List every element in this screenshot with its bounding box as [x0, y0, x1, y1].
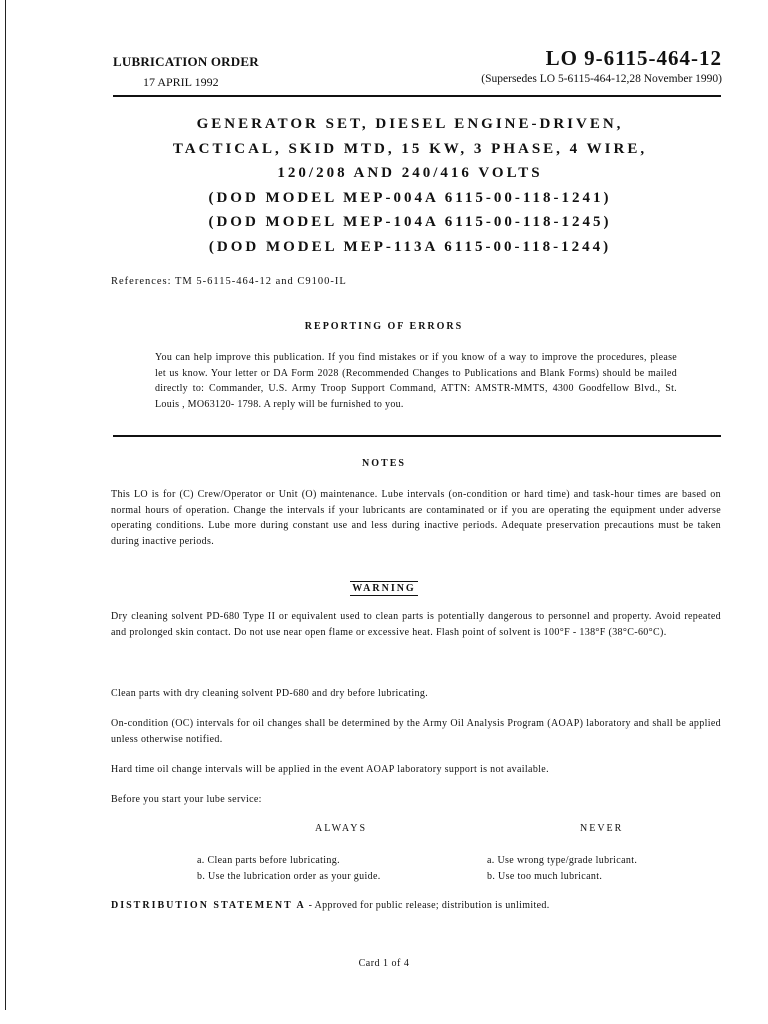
doc-type: LUBRICATION ORDER	[113, 54, 259, 69]
title-line: GENERATOR SET, DIESEL ENGINE-DRIVEN,	[196, 116, 624, 132]
warning-heading: WARNING	[352, 583, 416, 594]
section-divider	[113, 435, 721, 437]
document-title	[100, 112, 720, 259]
never-list	[487, 853, 637, 884]
oc-intervals-paragraph: On-condition (OC) intervals for oil changes shall be determined by the Army Oil Analysis Program (AOAP) laboratory and shall be applied unless otherwise notified.	[111, 718, 721, 745]
warning-body: Dry cleaning solvent PD-680 Type II or equivalent used to clean parts is potentially dangerous to personnel and property. Avoid repeated and prolonged skin contact. Do not use near open flame or excessive heat. Flash point of solvent is 100°F - 138°F (38°C-60°C).	[111, 611, 721, 638]
references: References: TM 5-6115-464-12 and C9100-IL	[111, 276, 347, 287]
title-line: (DOD MODEL MEP-104A 6115-00-118-1245)	[208, 214, 612, 230]
title-line: TACTICAL, SKID MTD, 15 KW, 3 PHASE, 4 WIRE,	[172, 140, 648, 157]
header-right	[481, 46, 722, 85]
distribution-label: DISTRIBUTION STATEMENT A	[111, 900, 306, 911]
before-service-paragraph: Before you start your lube service:	[111, 794, 262, 805]
lo-number: LO 9-6115-464-12	[545, 46, 722, 70]
notes-body: This LO is for (C) Crew/Operator or Unit (O) maintenance. Lube intervals (on-condition or hard time) and task-hour times are based on normal hours of operation. Change the intervals if your lubricants are contaminated or if you are operating the equipment under adverse operating conditions. Lube more during constant use and less during inactive periods. Adequate preservation precautions must be taken during inactive periods.	[111, 489, 721, 547]
header-divider	[113, 95, 721, 97]
list-item: a. Use wrong type/grade lubricant.	[487, 855, 638, 866]
never-heading: NEVER	[580, 823, 624, 834]
hard-time-paragraph: Hard time oil change intervals will be applied in the event AOAP laboratory support is not available.	[111, 764, 549, 775]
always-heading: ALWAYS	[315, 823, 368, 834]
distribution-statement	[111, 900, 550, 911]
reporting-errors-body: You can help improve this publication. If you find mistakes or if you know of a way to improve the procedures, please let us know. Your letter or DA Form 2028 (Recommended Changes to Publications and Blank Forms) should be mailed directly to: Commander, U.S. Army Troop Support Command, ATTN: AMSTR-MMTS, 4300 Goodfellow Blvd., St. Louis , MO63120- 1798. A reply will be furnished to you.	[155, 352, 677, 410]
warning-heading-wrap	[0, 578, 768, 596]
header-left	[113, 54, 259, 90]
page-footer: Card 1 of 4	[358, 958, 410, 969]
list-item: b. Use too much lubricant.	[487, 870, 603, 882]
notes-heading: NOTES	[362, 458, 406, 469]
title-line: (DOD MODEL MEP-004A 6115-00-118-1241)	[208, 189, 612, 206]
page-left-edge-line	[5, 0, 6, 1010]
title-line: (DOD MODEL MEP-113A 6115-00-118-1244)	[208, 238, 612, 255]
list-item: a. Clean parts before lubricating.	[197, 855, 340, 866]
supersedes-note: (Supersedes LO 5-6115-464-12,28 November 1990)	[481, 73, 722, 85]
always-list	[197, 853, 381, 884]
doc-date: 17 APRIL 1992	[143, 75, 219, 89]
title-line: 120/208 AND 240/416 VOLTS	[277, 165, 543, 181]
list-item: b. Use the lubrication order as your guide.	[197, 870, 381, 882]
distribution-text: - Approved for public release; distribution is unlimited.	[305, 900, 550, 911]
clean-parts-paragraph: Clean parts with dry cleaning solvent PD-680 and dry before lubricating.	[111, 688, 429, 699]
reporting-errors-heading: REPORTING OF ERRORS	[304, 321, 464, 332]
